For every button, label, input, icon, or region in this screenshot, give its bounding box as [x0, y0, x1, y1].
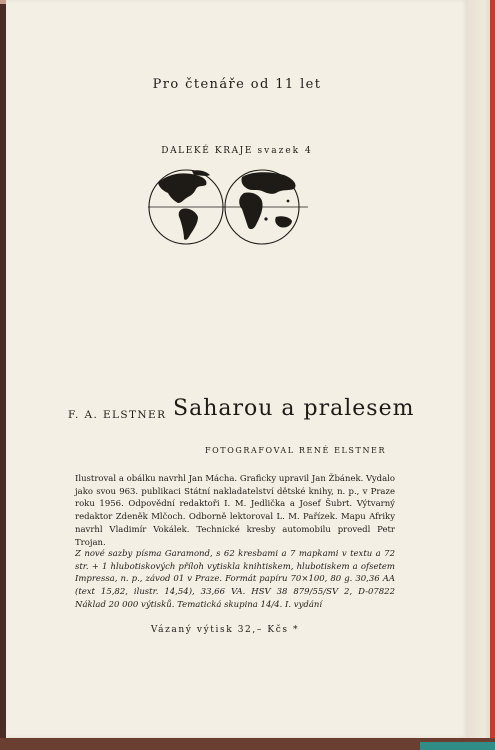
series-line: [6, 146, 468, 156]
age-recommendation: Pro čtenáře od 11 let: [152, 77, 322, 92]
photographer-credit: FOTOGRAFOVAL RENÉ ELSTNER: [205, 446, 387, 455]
series-name: DALEKÉ KRAJE: [161, 146, 254, 156]
price-line: Vázaný výtisk 32,– Kčs *: [150, 625, 300, 635]
series-volume: svazek 4: [257, 146, 313, 156]
book-title: Saharou a pralesem: [173, 396, 415, 421]
world-globes-icon: [148, 163, 308, 251]
printing-details: Z nové sazby písma Garamond, s 62 kresbami a 7 mapkami v textu a 72 str. + 1 hlubotiskových příloh vytiskla knihtiskem, hlubotiskem a ofsetem Impressa, n. p., závod 01 v Praze. Formát papíru 70×100, 80 g. 30,36 AA (text 15,82, ilustr. 14,54), 33,66 VA. HSV 38 879/55/SV 2, D-07822 Náklad 20 000 výtisků. Tematická skupina 14/4. I. vydání: [75, 549, 395, 610]
cover-edge-strip: [490, 0, 495, 750]
cover-corner: [420, 742, 495, 750]
author-name: F. A. ELSTNER: [68, 409, 167, 421]
publication-credits: Ilustroval a obálku navrhl Jan Mácha. Graficky upravil Jan Žbánek. Vydalo jako svou 963. publikaci Státní nakladatelství dětské knihy, n. p., v Praze roku 1956. Odpovědní redaktoři I. M. Jedlička a Josef Šubrt. Výtvarný redaktor Zdeněk Mlčoch. Odborně lektoroval L. M. Pařízek. Mapu Afriky navrhl Vladimír Vokálek. Technické kresby automobilu provedl Petr Trojan.: [75, 474, 395, 548]
